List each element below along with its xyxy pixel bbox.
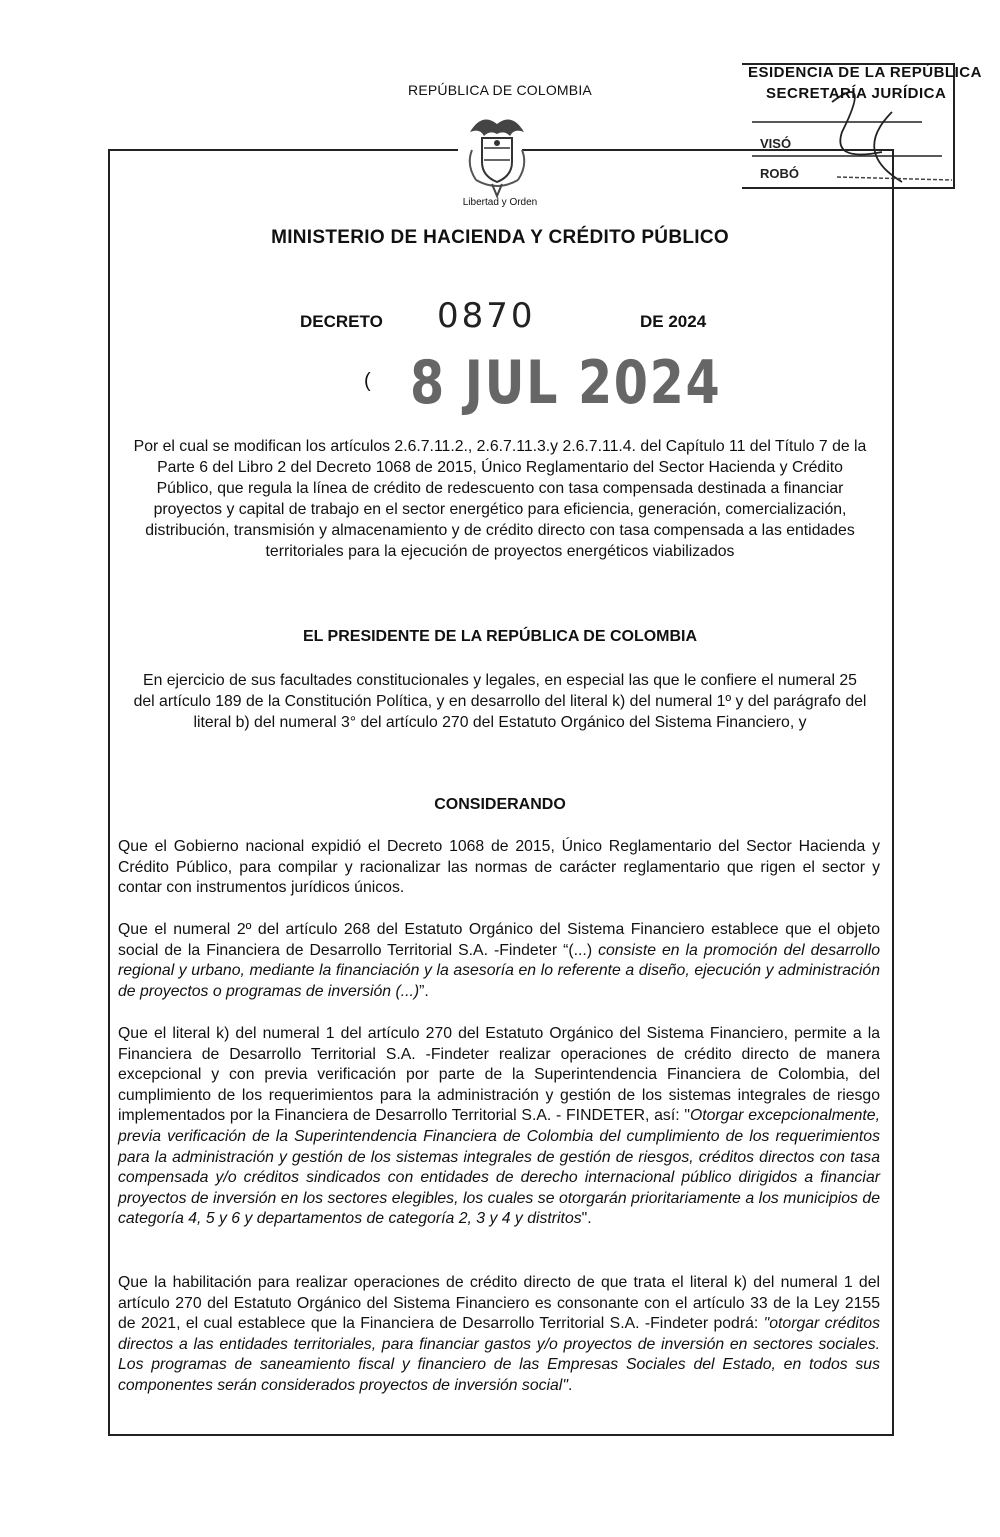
- paragraph-text: Que la habilitación para realizar operaciones de crédito directo de que trata el literal k) del numeral 1 del artículo 270 del Estatuto Orgánico del Sistema Financiero es consonante con el artículo 33 de la Ley 2155 de 2021, el cual establece que la Financiera de Desarrollo Territorial S.A. -Findeter podrá:: [118, 1274, 880, 1333]
- quoted-text: "otorgar créditos directos a las entidades territoriales, para financiar gastos y/o proyectos de inversión en sectores sociales. Los programas de saneamiento fiscal y financiero de las Empresas Sociales del Estado, en todos sus componentes serán considerados proyectos de inversión social": [118, 1315, 880, 1394]
- frame-top-left-line: [108, 149, 458, 151]
- stamp-reviewed-label: VISÓ: [760, 136, 792, 151]
- ministry-name: MINISTERIO DE HACIENDA Y CRÉDITO PÚBLICO: [271, 227, 729, 248]
- paragraph-text: Que el numeral 2º del artículo 268 del Estatuto Orgánico del Sistema Financiero establece que el objeto social de la Financiera de Desarrollo Territorial S.A. -Findeter “(...): [118, 921, 880, 959]
- coat-of-arms-icon: [462, 110, 532, 198]
- paragraph-text-end: .: [567, 1376, 573, 1394]
- considerando-paragraph-4: [118, 1273, 880, 1397]
- considerando-paragraph-2: [118, 920, 880, 1002]
- date-stamp: 8 JUL 2024: [410, 348, 722, 418]
- decree-number: 0870: [437, 296, 536, 336]
- quoted-text: Otorgar excepcionalmente, previa verificación de la Superintendencia Financiera de Colombia del cumplimiento de los requerimientos para la administración y gestión de los sistemas integrales de gestión de riesgos, créditos directos con tasa compensada y/o créditos sindicados con entidades de derecho internacional público dirigidos a financiar proyectos de inversión en los sectores elegibles, los cuales se otorgarán prioritariamente a los municipios de categoría 4, 5 y 6 y departamentos de categoría 2, 3 y 4 y distritos: [118, 1107, 880, 1228]
- powers-intro: En ejercicio de sus facultades constitucionales y legales, en especial las que le confiere el numeral 25 del artículo 189 de la Constitución Política, y en desarrollo del literal k) del numeral 1º y del parágrafo del literal b) del numeral 3° del artículo 270 del Estatuto Orgánico del Sistema Financiero, y: [133, 672, 867, 731]
- date-open-paren: (: [364, 370, 371, 392]
- president-heading: EL PRESIDENTE DE LA REPÚBLICA DE COLOMBIA: [302, 628, 698, 645]
- considerando-paragraph-1: Que el Gobierno nacional expidió el Decreto 1068 de 2015, Único Reglamentario del Sector Hacienda y Crédito Público, para compilar y racionalizar las normas de carácter reglamentario que rigen el sector y contar con instrumentos jurídicos únicos.: [118, 838, 880, 897]
- stamp-subtitle: SECRETARÍA JURÍDICA: [766, 85, 947, 102]
- frame-right-line: [892, 149, 894, 1436]
- stamp-approved-label: ROBÓ: [760, 166, 799, 181]
- frame-bottom-line: [108, 1434, 894, 1436]
- national-motto: Libertad y Orden: [462, 197, 538, 208]
- paragraph-text-end: ”.: [419, 982, 429, 1000]
- country-name: REPÚBLICA DE COLOMBIA: [408, 82, 592, 98]
- paragraph-text: Que el literal k) del numeral 1 del artículo 270 del Estatuto Orgánico del Sistema Financiero, permite a la Financiera de Desarrollo Territorial S.A. -Findeter realizar operaciones de crédito directo de manera excepcional y con previa verificación por parte de la Superintendencia Financiera de Colombia, del cumplimiento de los requerimientos para la administración y gestión de los sistemas integrales de riesgo implementados por la Financiera de Desarrollo Territorial S.A. - FINDETER, así: ": [118, 1025, 880, 1125]
- decree-summary: Por el cual se modifican los artículos 2.6.7.11.2., 2.6.7.11.3.y 2.6.7.11.4. del Capítulo 11 del Título 7 de la Parte 6 del Libro 2 del Decreto 1068 de 2015, Único Reglamentario del Sector Hacienda y Crédito Público, que regula la línea de crédito de redescuento con tasa compensada destinada a financiar proyectos y capital de trabajo en el sector energético para eficiencia, generación, comercialización, distribución, transmisión y almacenamiento y de crédito directo con tasa compensada a las entidades territoriales para la ejecución de proyectos energéticos viabilizados: [133, 438, 867, 560]
- frame-left-line: [108, 149, 110, 1436]
- paragraph-text-end: ".: [581, 1210, 592, 1228]
- decree-label: DECRETO: [300, 312, 383, 331]
- decree-year: DE 2024: [640, 312, 707, 331]
- quoted-text: consiste en la promoción del desarrollo regional y urbano, mediante la financiación y la asesoría en lo referente a diseño, ejecución y administración de proyectos o programas de inversión (...): [118, 941, 880, 1000]
- considerando-paragraph-3: [118, 1024, 880, 1230]
- stamp-title: ESIDENCIA DE LA REPÚBLICA: [748, 64, 982, 81]
- considerando-heading: CONSIDERANDO: [434, 796, 566, 813]
